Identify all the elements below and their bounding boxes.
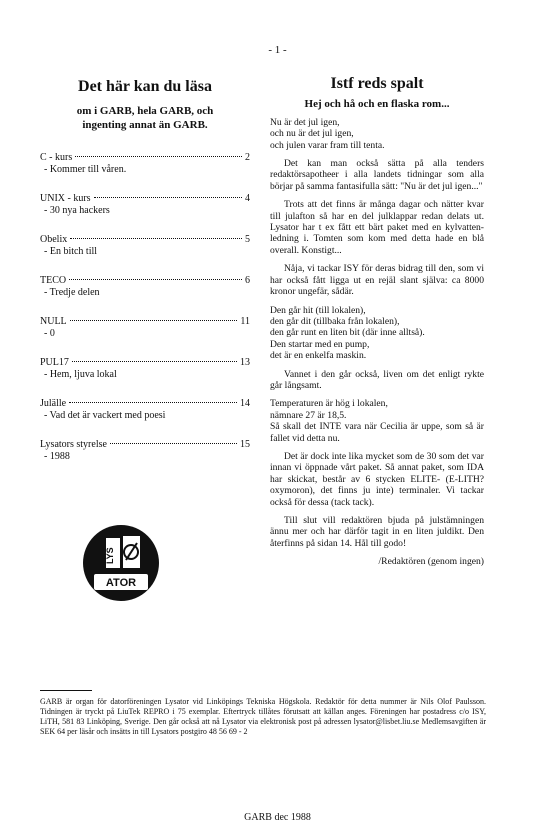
paragraph-line: Trots att det finns är många dagar och nätter kvar till julafton så har en del julklappar redan delats ut. Lysator har t ex fått ett bärt paket med en kylvatten-ledning i. Tomten som kom med detta hade en blå overall. Konstigt... (270, 199, 484, 256)
toc-entry-description: - 1988 (44, 451, 70, 462)
toc-entry-description: - En bitch till (44, 246, 98, 257)
paragraph-line: Det är dock inte lika mycket som de 30 som det var innan vi öppnade vårt paket. Så annat paket, som IDA har skickat, består av 6 stycken ELITE- (E-LITH? oxymoron), det finns ju inte) terminaler. Vi tackar också för dessa (tack tack). (270, 450, 484, 508)
toc-entry-line (40, 357, 250, 369)
toc-entry-page: 15 (240, 439, 250, 450)
editor-paragraph (270, 451, 484, 508)
toc-entry-page: 6 (245, 275, 250, 286)
toc-entry-description: - 0 (44, 328, 55, 339)
lysator-logo (82, 524, 160, 602)
lysator-logo-icon (82, 524, 160, 602)
paragraph-line: Så skall det INTE vara när Cecilia är uppe, som så är fallet vid detta nu. (270, 421, 484, 444)
logo-lys-text: LYS (105, 547, 115, 564)
paragraph-line: Den startar med en pump, (270, 338, 370, 350)
page-number: - 1 - (268, 44, 287, 56)
editor-paragraph (270, 158, 484, 192)
paragraph-line: och nu är det jul igen, (270, 128, 354, 140)
toc-heading: Det här kan du läsa (78, 78, 212, 95)
editor-column-subheading: Hej och hå och en flaska rom... (304, 98, 450, 111)
toc-entry-description: - Hem, ljuva lokal (44, 369, 117, 380)
editor-paragraph (270, 369, 484, 392)
editor-paragraph (270, 398, 484, 444)
toc-entry-title: Lysators styrelse (40, 439, 107, 450)
toc-dot-leader (69, 279, 242, 280)
toc-entry-line (40, 316, 250, 328)
paragraph-line: Nåja, vi tackar ISY för deras bidrag till den, som vi har också fått ligga ut en rejäl slant själva: ca 8000 kronor ungefär, sådär. (270, 263, 484, 298)
toc-entry (40, 193, 250, 217)
paragraph-line: Den går hit (till lokalen), (270, 304, 366, 316)
toc-entry-title: C - kurs (40, 152, 73, 163)
colophon-footnote: GARB är organ för datorföreningen Lysator vid Linköpings Tekniska Högskola. Redaktör för detta nummer är Nils Olof Paulsson. Tidningen är tryckt på LiuTek REPRO i 75 exemplar. Eftertryck tillåtes förutsatt att källan anges. Föreningen har postadress c/o ISY, LiTH, 581 83 Linköping, Sverige. Den går också att nå Lysator via elektronisk post på adressen lysator@lisbet.liu.se Medlemsavgiften är SEK 64 per läsår och insätts in till Lysators postgiro 48 56 69 - 2 (40, 697, 486, 736)
toc-entry-line (40, 234, 250, 246)
toc-entry-page: 13 (240, 357, 250, 368)
editor-paragraph (270, 305, 484, 362)
toc-entry-page: 2 (245, 152, 250, 163)
toc-entry-line (40, 152, 250, 164)
toc-dot-leader (110, 443, 237, 444)
paragraph-line: Vannet i den går också, liven om det enligt rykte går långsamt. (270, 368, 484, 391)
toc-entry-line (40, 439, 250, 451)
toc-dot-leader (75, 156, 242, 157)
toc-entry-page: 14 (240, 398, 250, 409)
editor-column-body (270, 117, 484, 549)
toc-dot-leader (72, 361, 237, 362)
table-of-contents (40, 152, 250, 463)
toc-entry (40, 357, 250, 381)
paragraph-line: och julen varar fram till tenta. (270, 139, 385, 151)
editor-paragraph (270, 263, 484, 297)
toc-entry-line (40, 193, 250, 205)
toc-entry-title: PUL17 (40, 357, 69, 368)
toc-entry-title: UNIX - kurs (40, 193, 91, 204)
toc-dot-leader (69, 402, 237, 403)
page-footer: GARB dec 1988 (244, 812, 311, 823)
paragraph-line: Till slut vill redaktören bjuda på julstämningen ännu mer och har därför tagit in en liten juldikt. Den återfinns på sidan 14. Hål till godo! (270, 515, 484, 549)
left-column (40, 78, 250, 480)
editor-paragraph (270, 515, 484, 549)
toc-entry-line (40, 275, 250, 287)
toc-entry-page: 4 (245, 193, 250, 204)
toc-entry (40, 316, 250, 340)
paragraph-line: det är en enkelfa maskin. (270, 350, 367, 362)
editor-paragraph (270, 117, 484, 151)
footnote-rule (40, 690, 92, 691)
paragraph-line: den går runt en liten bit (där inne alltså). (270, 327, 425, 339)
toc-entry (40, 234, 250, 258)
paragraph-line: den går dit (tillbaka från lokalen), (270, 315, 400, 327)
toc-entry (40, 398, 250, 422)
toc-entry-description: - Tredje delen (44, 287, 100, 298)
paragraph-line: Det kan man också sätta på alla tenders redaktörsapotheer i alla landets tidningar som alla börjar på samma fantasifulla sätt: "Nu är det jul igen..." (270, 158, 484, 192)
toc-entry-description: - Kommer till våren. (44, 164, 127, 175)
toc-dot-leader (70, 238, 242, 239)
toc-entry-title: TECO (40, 275, 67, 286)
toc-entry-page: 11 (240, 316, 250, 327)
paragraph-line: Temperaturen är hög i lokalen, (270, 398, 388, 410)
paragraph-line: nämnare 27 är 18,5. (270, 409, 347, 421)
toc-entry-page: 5 (245, 234, 250, 245)
right-column (270, 75, 484, 568)
toc-entry-title: Obelix (40, 234, 68, 245)
toc-entry (40, 275, 250, 299)
toc-entry-title: NULL (40, 316, 67, 327)
toc-subheading-line: om i GARB, hela GARB, och (76, 105, 214, 117)
editor-paragraph (270, 199, 484, 256)
toc-entry (40, 152, 250, 176)
toc-entry (40, 439, 250, 463)
paragraph-line: Nu är det jul igen, (270, 116, 340, 128)
toc-entry-description: - Vad det är vackert med poesi (44, 410, 166, 421)
toc-entry-line (40, 398, 250, 410)
logo-ator-text: ATOR (105, 577, 137, 589)
editor-column-heading: Istf reds spalt (330, 75, 424, 92)
toc-dot-leader (70, 320, 238, 321)
toc-dot-leader (94, 197, 242, 198)
toc-subheading-line: ingenting annat än GARB. (82, 119, 208, 131)
editor-signature: /Redaktören (genom ingen) (378, 556, 484, 568)
toc-entry-description: - 30 nya hackers (44, 205, 110, 216)
toc-subheading (40, 104, 250, 132)
toc-entry-title: Julälle (40, 398, 67, 409)
